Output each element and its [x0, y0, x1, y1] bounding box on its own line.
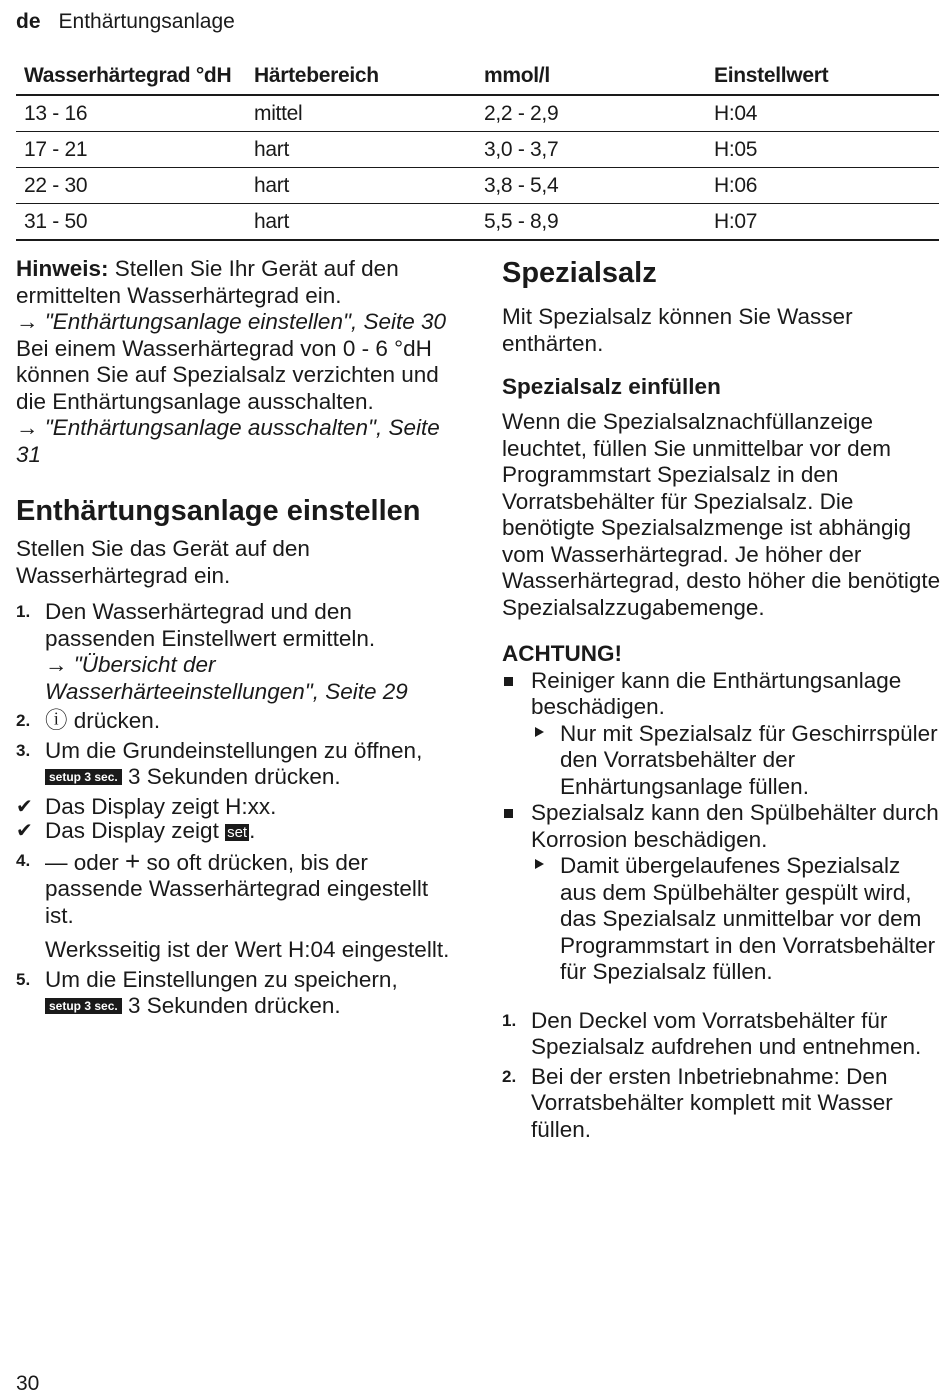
step-number: 1.	[16, 602, 31, 621]
table-cell: 3,8 - 5,4	[476, 168, 706, 204]
step-text: so oft drücken, bis der passende Wasserhärtegrad eingestellt ist.	[45, 849, 429, 928]
list-item	[502, 1008, 942, 1061]
result-text: Das Display zeigt	[45, 818, 226, 843]
step-text: 3 Sekunden drücken.	[121, 764, 341, 789]
list-item	[16, 845, 461, 964]
step-text: 3 Sekunden drücken.	[121, 993, 341, 1018]
step-number: 2.	[16, 711, 31, 730]
info-button-icon: ⓘ	[45, 708, 68, 733]
list-item	[16, 738, 461, 791]
action-list	[531, 721, 942, 801]
step-text: oder	[67, 849, 126, 875]
step-text: Den Deckel vom Vorratsbehälter für Spezialsalz aufdrehen und entnehmen.	[531, 1007, 922, 1059]
intro-paragraph: Mit Spezialsalz können Sie Wasser enthärten.	[502, 304, 853, 356]
list-item	[502, 668, 942, 801]
page-header	[16, 10, 235, 34]
intro-paragraph: Stellen Sie das Gerät auf den Wasserhärtegrad ein.	[16, 536, 310, 588]
column-header-mmol: mmol/l	[476, 58, 706, 95]
step-number: 3.	[16, 740, 31, 760]
list-item	[531, 853, 942, 986]
table-cell: 31 - 50	[16, 204, 246, 241]
check-icon: ✔	[16, 820, 33, 842]
minus-button-icon: —	[45, 849, 68, 875]
note-paragraph	[16, 256, 461, 309]
action-list	[531, 853, 942, 986]
step-text: drücken.	[67, 708, 161, 733]
warning-text: Reiniger kann die Enthärtungsanlage beschädigen.	[531, 667, 902, 719]
table-row	[16, 204, 939, 241]
setup-button-icon: setup 3 sec.	[45, 998, 122, 1014]
language-code: de	[16, 10, 41, 33]
table-cell: hart	[246, 132, 476, 168]
table-cell: 3,0 - 3,7	[476, 132, 706, 168]
step-text: Den Wasserhärtegrad und den passenden Einstellwert ermitteln.	[45, 599, 376, 651]
table-row	[16, 132, 939, 168]
list-item	[531, 721, 942, 801]
section-title: Enthärtungsanlage	[58, 10, 235, 33]
plus-button-icon: +	[125, 845, 141, 876]
table-cell: H:07	[706, 204, 939, 241]
left-column	[16, 256, 461, 1020]
table-cell: H:05	[706, 132, 939, 168]
table-cell: 2,2 - 2,9	[476, 95, 706, 132]
table-cell: hart	[246, 204, 476, 241]
set-display-icon: set	[227, 824, 248, 841]
instruction-steps	[502, 1008, 942, 1144]
result-text: Das Display zeigt H:xx.	[45, 793, 277, 819]
section-heading: Spezialsalz	[502, 257, 657, 289]
action-text: Damit übergelaufenes Spezialsalz aus dem Spülbehälter gespült wird, das Spezialsalz unmittelbar vor dem Programmstart in den Vorratsbehälter für Spezialsalz füllen.	[560, 853, 936, 984]
list-item	[16, 818, 461, 845]
table-row	[16, 168, 939, 204]
warning-list	[502, 668, 942, 986]
result-text: .	[249, 818, 256, 843]
table-cell: 17 - 21	[16, 132, 246, 168]
step-text: Bei der ersten Inbetriebnahme: Den Vorratsbehälter komplett mit Wasser füllen.	[531, 1063, 893, 1142]
step-note: Werksseitig ist der Wert H:04 eingestellt.	[45, 937, 450, 962]
note-text-2: Bei einem Wasserhärtegrad von 0 - 6 °dH können Sie auf Spezialsalz verzichten und die Enthärtungsanlage ausschalten.	[16, 335, 439, 414]
table-cell: 13 - 16	[16, 95, 246, 132]
step-number: 2.	[502, 1066, 517, 1086]
setup-button-icon: setup 3 sec.	[45, 769, 122, 785]
warning-title: ACHTUNG!	[502, 641, 622, 666]
list-item	[16, 967, 461, 1020]
table-header-row	[16, 58, 939, 95]
page-number: 30	[16, 1372, 40, 1395]
warning-text: Spezialsalz kann den Spülbehälter durch Korrosion beschädigen.	[531, 800, 939, 852]
table-cell: mittel	[246, 95, 476, 132]
list-item	[16, 794, 461, 821]
right-column	[502, 256, 942, 1143]
subsection-heading: Spezialsalz einfüllen	[502, 374, 721, 399]
note-text: Stellen Sie Ihr Gerät auf den ermittelten Wasserhärtegrad ein.	[16, 256, 399, 308]
step-text: Um die Grundeinstellungen zu öffnen,	[45, 737, 423, 763]
step-number: 4.	[16, 850, 31, 870]
arrow-bullet-icon	[535, 859, 544, 869]
arrow-bullet-icon	[535, 727, 544, 737]
list-item	[502, 1064, 942, 1144]
table-cell: 5,5 - 8,9	[476, 204, 706, 241]
table-row	[16, 95, 939, 132]
column-header-hardness-dh: Wasserhärtegrad °dH	[16, 58, 246, 95]
check-icon: ✔	[16, 795, 33, 818]
step-text: Um die Einstellungen zu speichern,	[45, 966, 398, 992]
table-cell: hart	[246, 168, 476, 204]
water-hardness-table	[16, 58, 939, 241]
column-header-hardness-range: Härtebereich	[246, 58, 476, 95]
body-paragraph: Wenn die Spezialsalznachfüllanzeige leuchtet, füllen Sie unmittelbar vor dem Programmstart Spezialsalz in den Vorratsbehälter für Spezialsalz. Die benötigte Spezialsalzmenge ist abhängig vom Wasserhärtegrad. Je höher der Wasserhärtegrad, desto höher die benötigte Spezialsalzzugabemenge.	[502, 409, 941, 620]
column-header-setting-value: Einstellwert	[706, 58, 939, 95]
square-bullet-icon	[504, 809, 513, 818]
table-cell: H:04	[706, 95, 939, 132]
step-number: 5.	[16, 969, 31, 989]
step-number: 1.	[502, 1010, 517, 1030]
table-cell: H:06	[706, 168, 939, 204]
section-heading: Enthärtungsanlage einstellen	[16, 495, 421, 527]
cross-reference-link[interactable]: → "Übersicht der Wasserhärteeinstellungen", Seite 29	[45, 652, 408, 704]
cross-reference-link[interactable]: → "Enthärtungsanlage einstellen", Seite 30	[16, 309, 447, 334]
list-item	[16, 599, 461, 705]
list-item	[16, 708, 461, 735]
instruction-steps	[16, 599, 461, 1020]
note-label: Hinweis:	[16, 256, 109, 281]
cross-reference-link[interactable]: → "Enthärtungsanlage ausschalten", Seite 31	[16, 415, 440, 467]
square-bullet-icon	[504, 677, 513, 686]
action-text: Nur mit Spezialsalz für Geschirrspüler den Vorratsbehälter der Enhärtungsanlage füllen.	[560, 720, 938, 799]
list-item	[502, 800, 942, 986]
table-cell: 22 - 30	[16, 168, 246, 204]
